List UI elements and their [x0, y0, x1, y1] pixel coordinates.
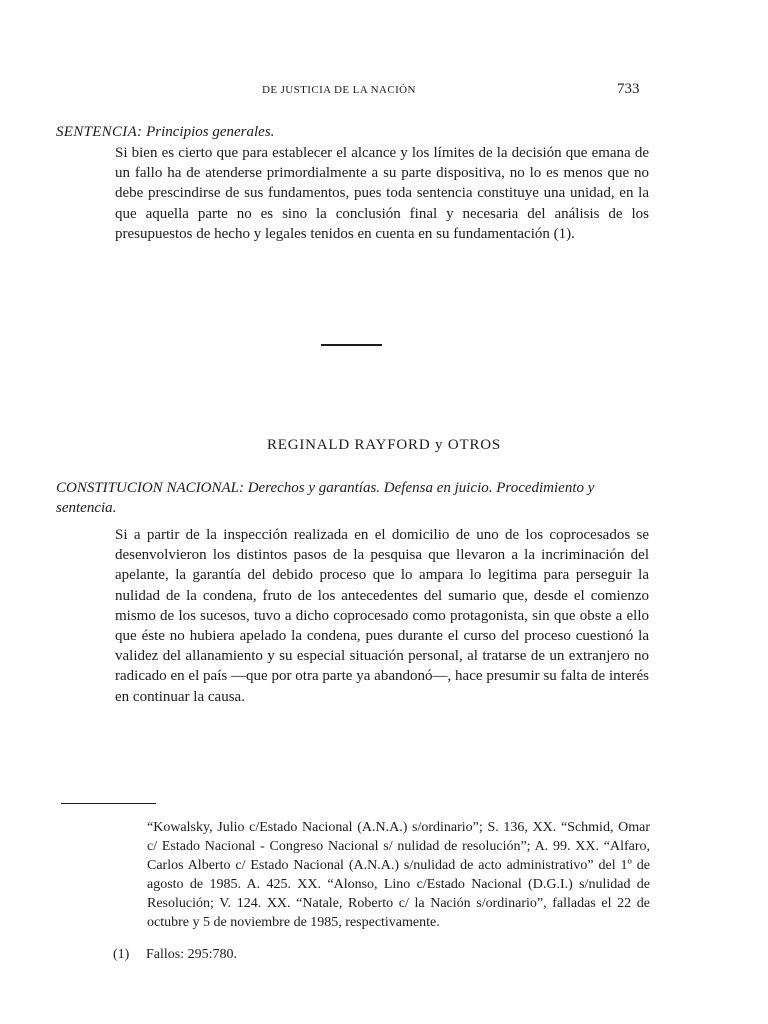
sentencia-paragraph: Si bien es cierto que para establecer el alcance y los límites de la decisión que emana de un fallo ha de atenderse primordialmente a su parte dispositiva, no lo es menos que no debe prescindirse de sus fundamentos, pues toda sentencia constituye una unidad, en la que aquella parte no es sino la conclusión final y necesaria del análisis de los presupuestos de hecho y legales tenidos en cuenta en su fundamentación (1). [115, 145, 649, 242]
footnote-marker: (1) [113, 947, 130, 962]
constitucion-paragraph: Si a partir de la inspección realizada en el domicilio de uno de los coprocesados se desenvolvieron los distintos pasos de la pesquisa que llevaron a la incriminación del apelante, la garantía del debido proceso que lo ampara lo legitima para perseguir la nulidad de la condena, fruto de los antecedentes del sumario que, desde el comienzo mismo de los sucesos, tuvo a dicho coprocesado como protagonista, sin que obste a ello que éste no hubiera apelado la condena, pues durante el curso del proceso cuestionó la validez del allanamiento y su especial situación personal, al tratarse de un extranjero no radicado en el país —que por otra parte ya abandonó—, hace presumir su falta de interés en continuar la causa. [115, 527, 649, 705]
page-number: 733 [617, 81, 640, 97]
footnote-ref-text: Fallos: 295:780. [146, 947, 238, 962]
footnote-reference [113, 946, 237, 964]
section-heading-lead: SENTENCIA: [56, 124, 143, 140]
footnote-divider [61, 803, 156, 804]
running-head: DE JUSTICIA DE LA NACIÓN [262, 84, 416, 96]
section-divider [321, 344, 382, 346]
section-heading-rest: Principios generales. [146, 124, 275, 140]
case-title: REGINALD RAYFORD y OTROS [266, 437, 502, 453]
footnote-citations: “Kowalsky, Julio c/Estado Nacional (A.N.A.) s/ordinario”; S. 136, XX. “Schmid, Omar c/ Estado Nacional - Congreso Nacional s/ nulidad de resolución”; A. 99. XX. “Alfaro, Carlos Alberto c/ Estado Nacional (A.N.A.) s/nulidad de acto administrativo” del 1º de agosto de 1985. A. 425. XX. “Alonso, Lino c/Estado Nacional (D.G.I.) s/nulidad de Resolución; V. 124. XX. “Natale, Roberto c/ la Nación s/ordinario”, falladas el 22 de octubre y 5 de noviembre de 1985, respectivamente. [147, 820, 650, 930]
section-heading-sentencia [56, 122, 648, 142]
section-heading-constitucion: CONSTITUCION NACIONAL: Derechos y garantías. Defensa en juicio. Procedimiento y sentencia. [56, 480, 595, 516]
